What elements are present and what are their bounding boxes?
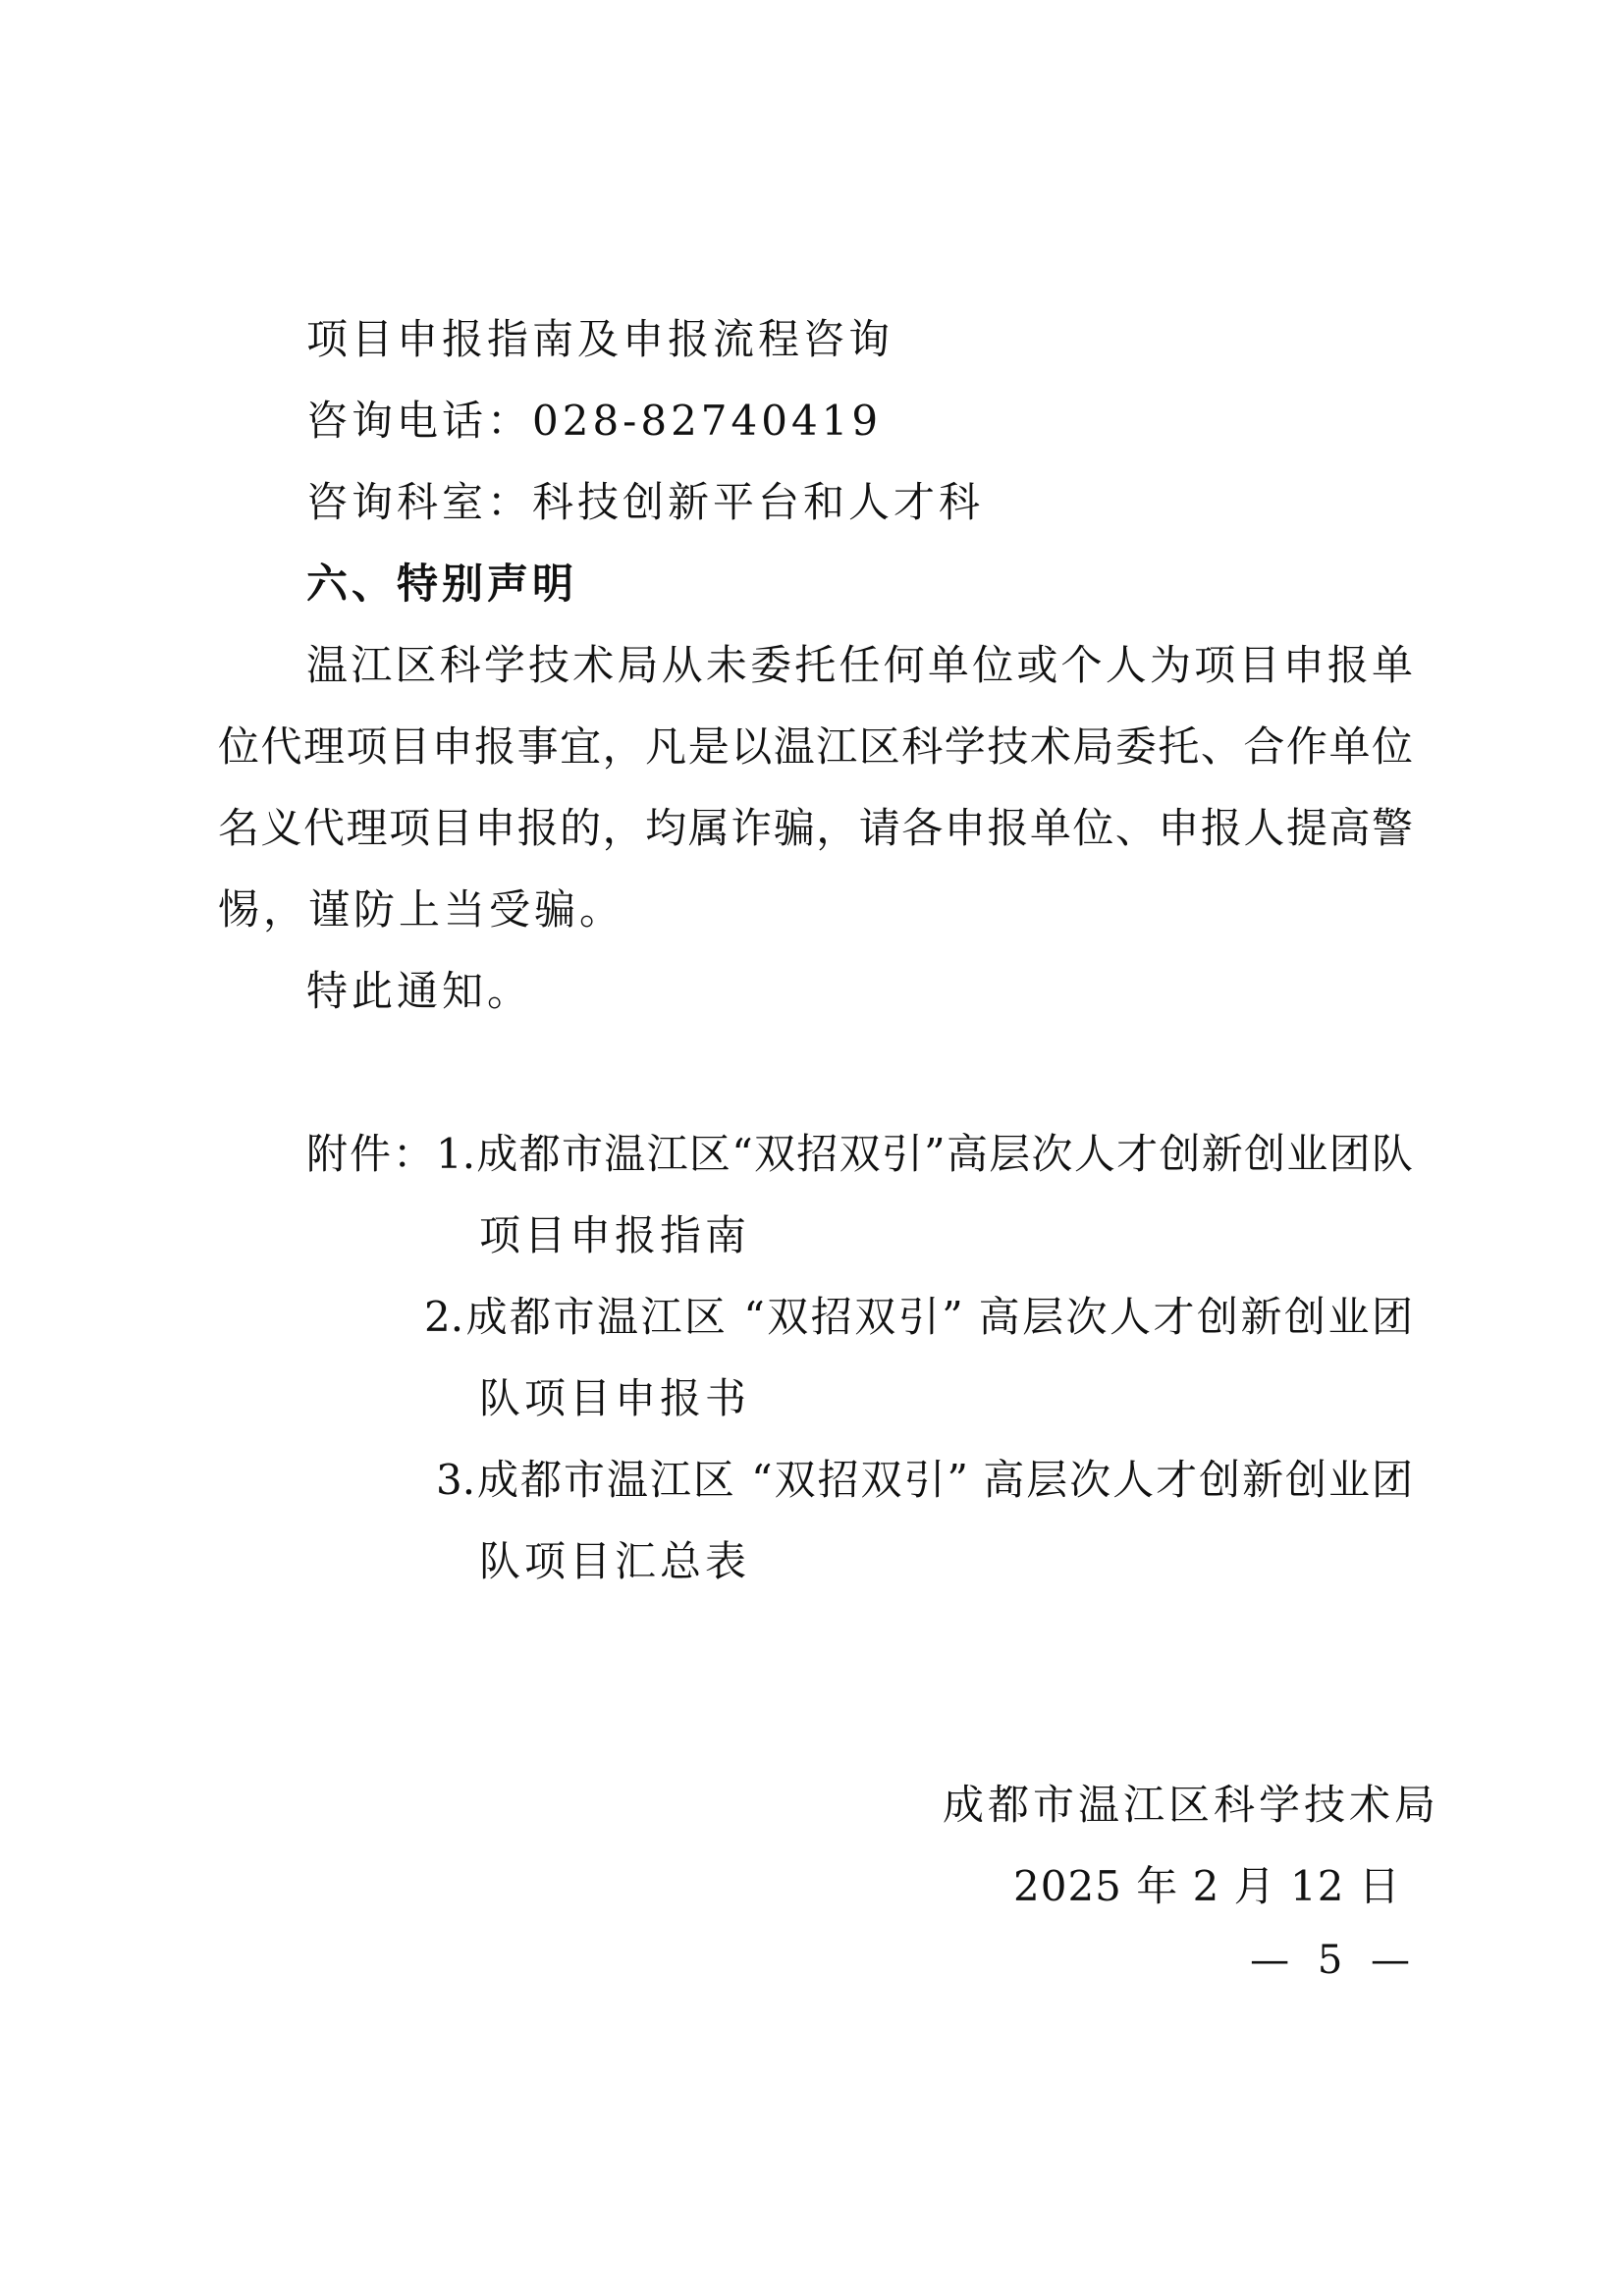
attachment-3-line-2: 队项目汇总表: [479, 1537, 751, 1585]
signature-org: 成都市温江区科学技术局: [943, 1781, 1440, 1829]
attachment-1-line-1: 1.成都市温江区“双招双引”高层次人才创新创业团队: [436, 1130, 1413, 1178]
statement-line-2: 位代理项目申报事宜，凡是以温江区科学技术局委托、合作单位: [218, 722, 1413, 771]
contact-phone: 咨询电话：028-82740419: [306, 397, 883, 445]
section-heading: 六、特别声明: [306, 560, 578, 608]
attachment-2-line-2: 队项目申报书: [479, 1374, 751, 1422]
closing-text: 特此通知。: [306, 967, 533, 1015]
signature-date: 2025 年 2 月 12 日: [1013, 1862, 1401, 1910]
contact-topic: 项目申报指南及申报流程咨询: [306, 315, 894, 363]
contact-office: 咨询科室：科技创新平台和人才科: [306, 478, 985, 526]
statement-line-3: 名义代理项目申报的，均属诈骗，请各申报单位、申报人提高警: [218, 804, 1413, 852]
statement-line-4: 惕，谨防上当受骗。: [218, 885, 625, 934]
attachments-label: 附件：: [306, 1130, 437, 1178]
page-number: — 5 —: [1250, 1938, 1418, 1983]
statement-line-1: 温江区科学技术局从未委托任何单位或个人为项目申报单: [306, 641, 1413, 689]
attachment-1-line-2: 项目申报指南: [479, 1211, 751, 1259]
attachment-3-line-1: 3.成都市温江区 “双招双引” 高层次人才创新创业团: [436, 1456, 1413, 1504]
attachment-2-line-1: 2.成都市温江区 “双招双引” 高层次人才创新创业团: [424, 1293, 1413, 1341]
